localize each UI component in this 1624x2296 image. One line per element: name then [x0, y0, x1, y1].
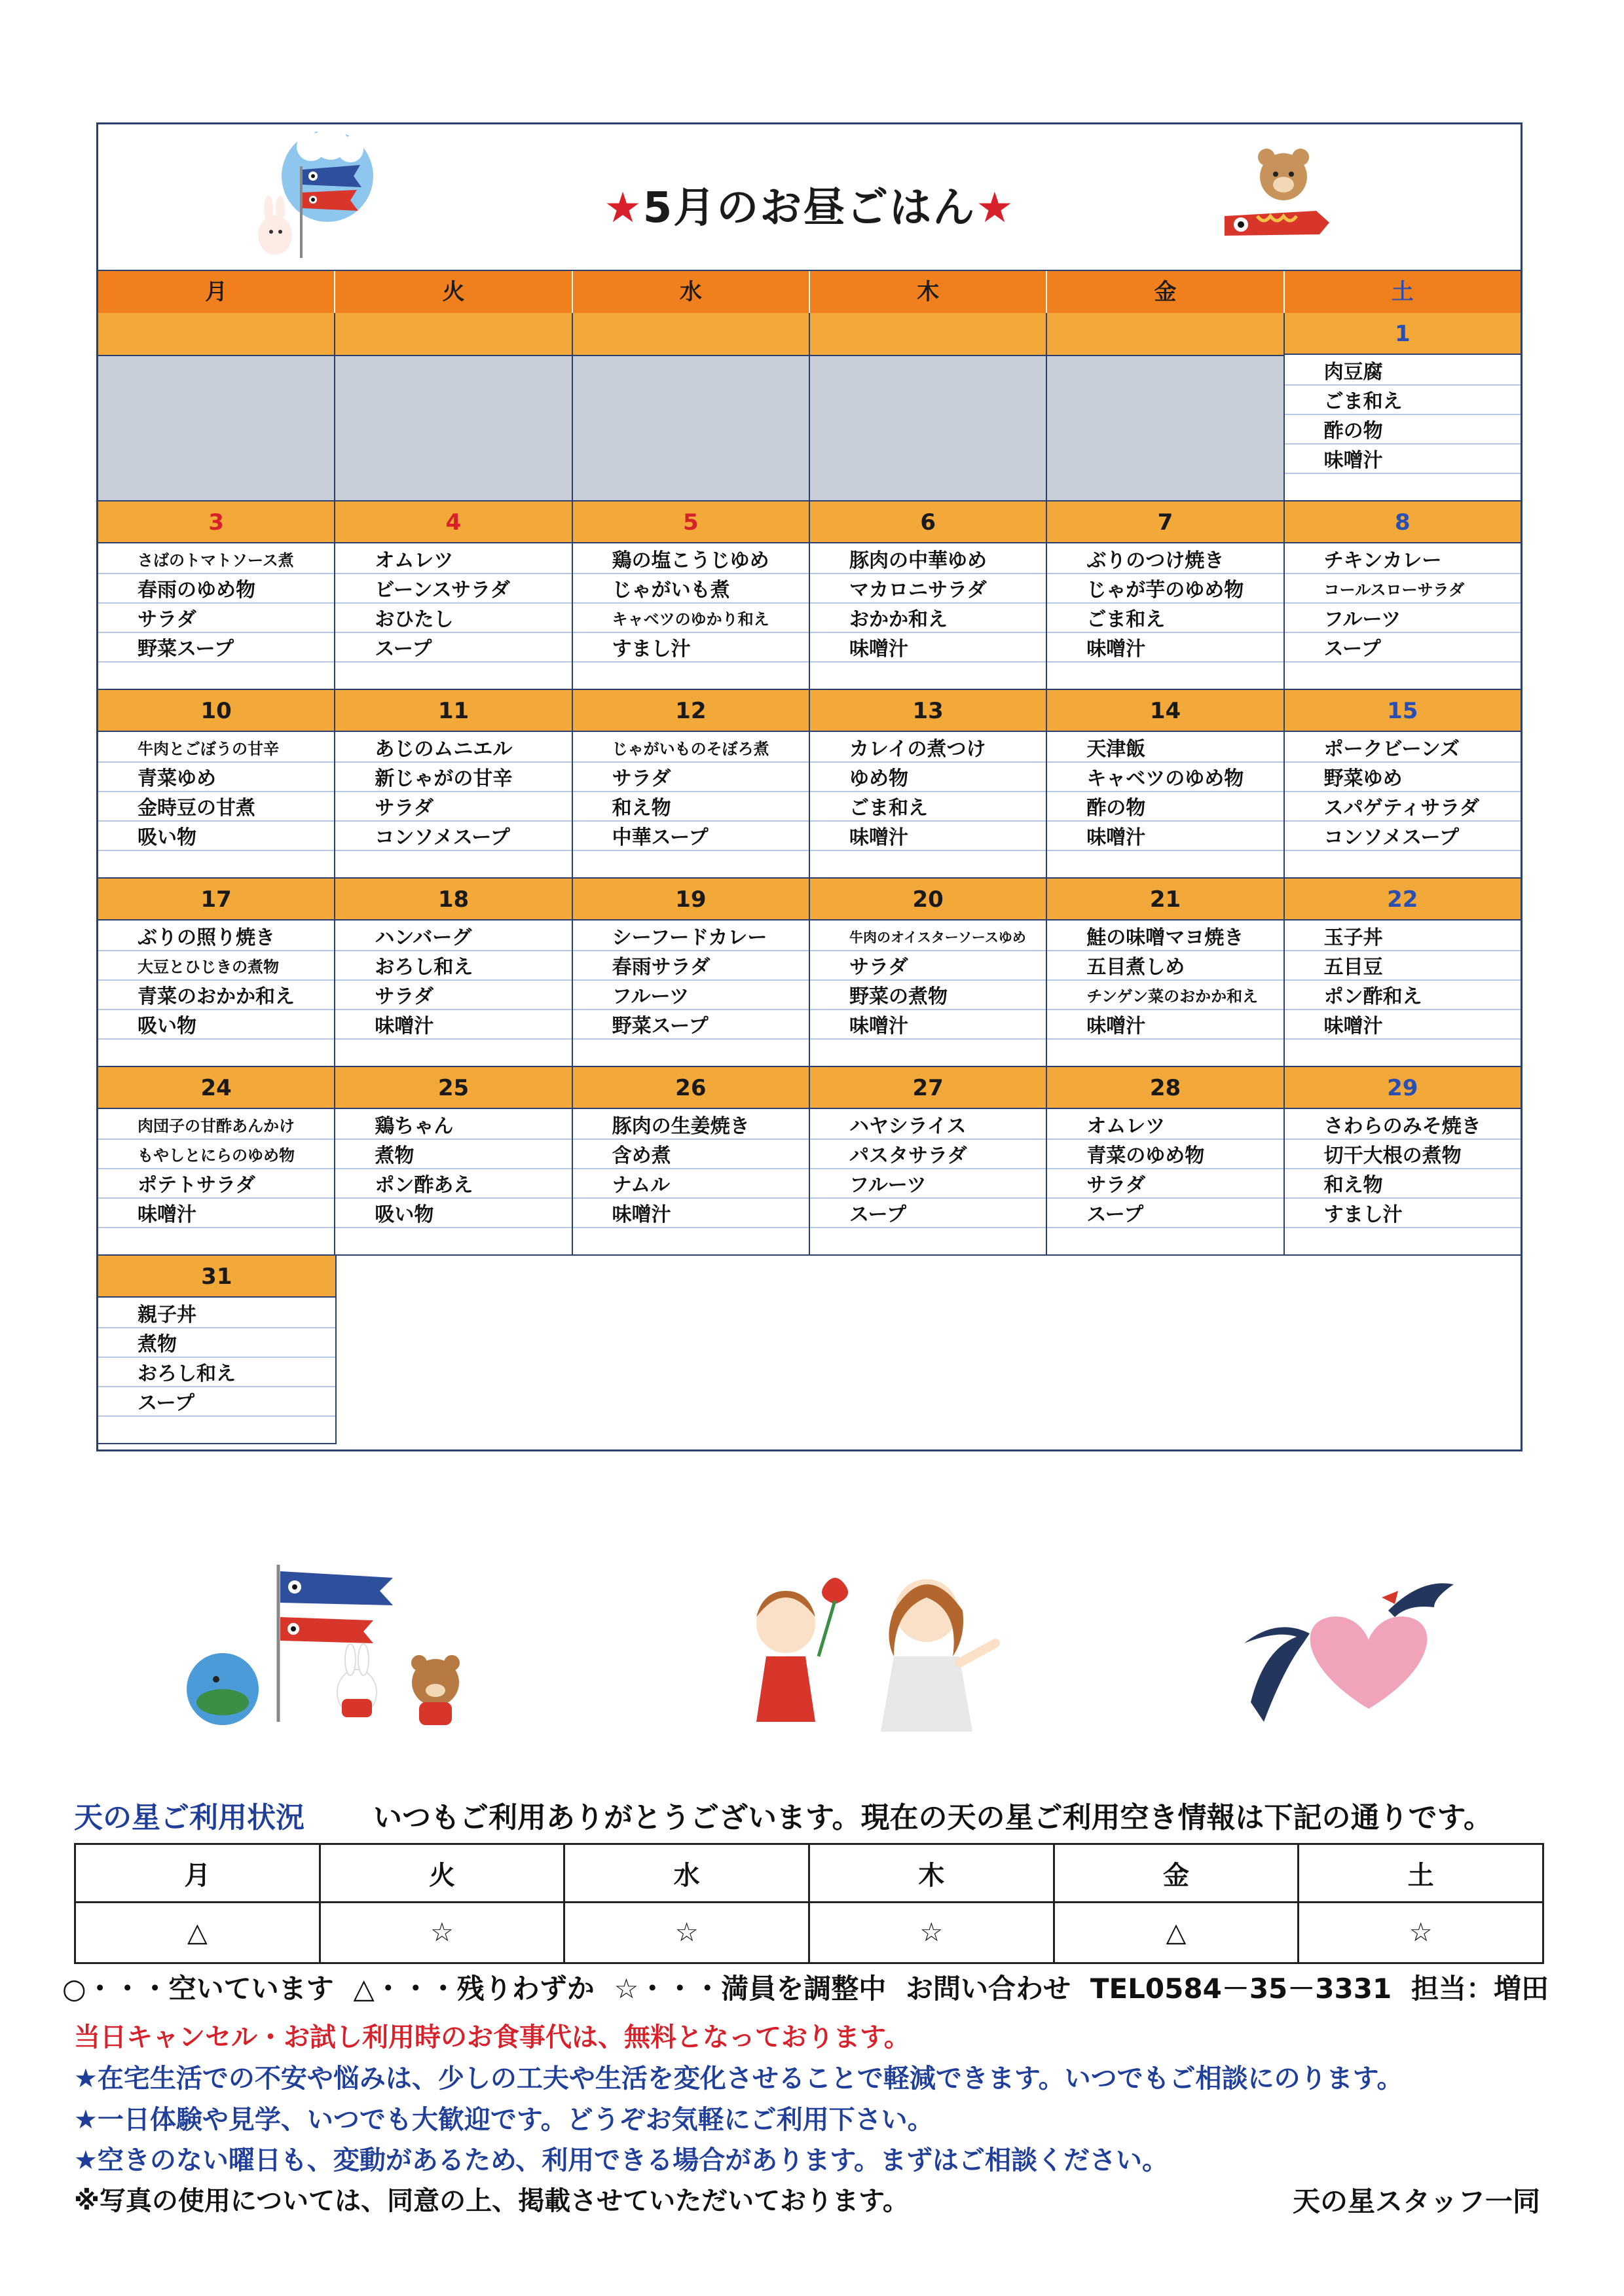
- visit-note: ★一日体験や見学、いつでも大歓迎です。どうぞお気軽にご利用下さい。: [74, 2105, 934, 2135]
- menu-item: おひたし: [375, 608, 454, 631]
- menu-list: [375, 546, 566, 664]
- weekday-tue: 火: [335, 271, 572, 313]
- availability-day: 土: [1299, 1844, 1543, 1903]
- menu-item: 豚肉の生姜焼き: [612, 1115, 750, 1138]
- menu-list: [1086, 923, 1278, 1041]
- day-number: 6: [810, 501, 1046, 543]
- weekday-thu: 木: [810, 271, 1047, 313]
- calendar-week: [98, 1256, 1521, 1444]
- menu-item: ごま和え: [1086, 608, 1166, 631]
- calendar-day-cell: [1285, 690, 1521, 879]
- availability-day: 月: [75, 1844, 320, 1903]
- menu-item: 五目豆: [1323, 956, 1383, 979]
- weekday-sat: 土: [1391, 279, 1414, 305]
- menu-list: [138, 923, 329, 1041]
- menu-list: [1324, 735, 1515, 852]
- menu-list: [612, 735, 803, 852]
- menu-list: [1324, 923, 1515, 1041]
- menu-item: サラダ: [849, 956, 908, 979]
- menu-item: 豚肉の中華ゆめ: [849, 549, 987, 572]
- menu-item: 中華スープ: [612, 826, 709, 849]
- menu-item: ハヤシライス: [849, 1115, 967, 1138]
- menu-item: 味噌汁: [612, 1203, 671, 1226]
- menu-item: さわらのみそ焼き: [1323, 1115, 1481, 1138]
- menu-item: 和え物: [612, 797, 671, 820]
- calendar-day-cell: [573, 879, 810, 1067]
- menu-item: 味噌汁: [1323, 1015, 1383, 1038]
- menu-item: 味噌汁: [1086, 638, 1146, 661]
- calendar-day-cell: [98, 1067, 335, 1256]
- availability-legend: [62, 1967, 1549, 2007]
- availability-note: ★空きのない曜日も、変動があるため、利用できる場合があります。まずはご相談ください。: [74, 2145, 1169, 2176]
- contact-label: お問い合わせ: [906, 1973, 1071, 2005]
- menu-item: フルーツ: [849, 1174, 927, 1197]
- menu-item: 肉団子の甘酢あんかけ: [138, 1117, 295, 1135]
- calendar-empty-cell: [1283, 1256, 1521, 1444]
- menu-item: 吸い物: [138, 826, 196, 849]
- menu-item: サラダ: [138, 608, 196, 631]
- menu-list: [612, 546, 803, 664]
- menu-item: コンソメスープ: [1323, 826, 1460, 849]
- availability-day: 火: [320, 1844, 564, 1903]
- calendar-title-bar: [98, 124, 1521, 271]
- calendar-day-cell: [335, 501, 572, 690]
- menu-item: 煮物: [138, 1333, 177, 1356]
- menu-item: フルーツ: [1323, 608, 1401, 631]
- consultation-note: ★在宅生活での不安や悩みは、少しの工夫や生活を変化させることで軽減できます。いつでもご相談にのります。: [74, 2064, 1403, 2094]
- legend-full: ☆・・・満員を調整中: [614, 1973, 887, 2005]
- menu-item: スープ: [375, 638, 432, 661]
- menu-item: 吸い物: [375, 1203, 434, 1226]
- menu-item: 玉子丼: [1323, 926, 1383, 949]
- menu-item: じゃがいものそぼろ煮: [612, 740, 769, 758]
- legend-few: △・・・残りわずか: [353, 1973, 595, 2005]
- menu-item: スープ: [138, 1392, 194, 1415]
- calendar-day-cell: [1047, 501, 1284, 690]
- calendar-day-cell: [1047, 879, 1284, 1067]
- menu-item: 含め煮: [612, 1144, 671, 1167]
- menu-item: 酢の物: [1323, 420, 1383, 443]
- menu-list: [138, 1300, 330, 1418]
- menu-item: 青菜のおかか和え: [138, 985, 295, 1008]
- menu-list: [375, 923, 566, 1041]
- menu-item: 味噌汁: [1086, 826, 1146, 849]
- swallows-heart-illustration: [1238, 1571, 1460, 1728]
- day-number: 25: [335, 1067, 571, 1109]
- menu-item: すまし汁: [1323, 1203, 1403, 1226]
- calendar-day-cell: [1047, 690, 1284, 879]
- menu-item: ハンバーグ: [375, 926, 472, 949]
- contact-tel: TEL0584－35－3331: [1090, 1973, 1392, 2005]
- calendar-day-cell: [1047, 1067, 1284, 1256]
- title-text: 5月のお昼ごはん: [642, 184, 976, 232]
- menu-item: 肉豆腐: [1323, 361, 1383, 384]
- calendar-day-cell: [1285, 313, 1521, 501]
- menu-item: 吸い物: [138, 1015, 196, 1038]
- calendar-day-cell: [810, 1067, 1047, 1256]
- menu-list: [849, 1112, 1041, 1230]
- calendar-day-cell: [810, 690, 1047, 879]
- calendar-day-cell: [98, 690, 335, 879]
- menu-item: スープ: [1323, 638, 1381, 661]
- menu-list: [138, 546, 329, 664]
- menu-item: 大豆とひじきの煮物: [138, 958, 279, 976]
- calendar-no-service-cell: [98, 313, 335, 501]
- calendar-empty-cell: [1047, 1256, 1284, 1444]
- menu-list: [375, 1112, 566, 1230]
- calendar-day-cell: [98, 879, 335, 1067]
- calendar-day-cell: [98, 1256, 337, 1444]
- day-number: 13: [810, 690, 1046, 732]
- menu-item: フルーツ: [612, 985, 690, 1008]
- calendar-no-service-cell: [335, 313, 572, 501]
- bear-on-carp-illustration: [1211, 137, 1336, 262]
- day-number: 20: [810, 879, 1046, 920]
- menu-list: [1086, 546, 1278, 664]
- photo-consent-note: ※写真の使用については、同意の上、掲載させていただいております。: [74, 2186, 909, 2216]
- date-strip: [1047, 313, 1283, 356]
- menu-item: ごま和え: [849, 797, 928, 820]
- menu-item: 親子丼: [138, 1303, 196, 1326]
- menu-item: ゆめ物: [849, 767, 908, 790]
- day-number: 7: [1047, 501, 1283, 543]
- menu-item: 牛肉とごぼうの甘辛: [138, 740, 279, 758]
- menu-item: ポークビーンズ: [1323, 738, 1460, 761]
- menu-item: じゃがいも煮: [612, 579, 730, 602]
- availability-status-row: [75, 1903, 1543, 1963]
- menu-item: 味噌汁: [1323, 449, 1383, 472]
- day-number: 1: [1285, 313, 1521, 355]
- menu-list: [849, 923, 1041, 1041]
- date-strip: [573, 313, 809, 356]
- date-strip: [810, 313, 1046, 356]
- menu-item: 味噌汁: [375, 1015, 434, 1038]
- menu-item: 金時豆の甘煮: [138, 797, 255, 820]
- availability-table: [74, 1843, 1544, 1964]
- menu-item: 牛肉のオイスターソースゆめ: [849, 930, 1026, 945]
- calendar-week: [98, 313, 1521, 501]
- menu-item: サラダ: [375, 985, 434, 1008]
- menu-item: 鶏ちゃん: [375, 1115, 454, 1138]
- menu-item: オムレツ: [1086, 1115, 1166, 1138]
- menu-item: 味噌汁: [1086, 1015, 1146, 1038]
- day-number: 10: [98, 690, 334, 732]
- availability-day: 木: [809, 1844, 1054, 1903]
- day-number: 18: [335, 879, 571, 920]
- menu-item: サラダ: [375, 797, 434, 820]
- menu-list: [1324, 1112, 1515, 1230]
- availability-day: 金: [1054, 1844, 1299, 1903]
- menu-list: [1086, 1112, 1278, 1230]
- day-number: 11: [335, 690, 571, 732]
- menu-list: [612, 1112, 803, 1230]
- menu-item: 春雨のゆめ物: [138, 579, 255, 602]
- calendar-empty-cell: [337, 1256, 574, 1444]
- menu-item: 野菜スープ: [612, 1015, 709, 1038]
- day-number: 27: [810, 1067, 1046, 1109]
- day-number: 28: [1047, 1067, 1283, 1109]
- menu-item: ごま和え: [1323, 390, 1403, 413]
- menu-item: シーフードカレー: [612, 926, 767, 949]
- date-strip: [98, 313, 334, 356]
- menu-item: 春雨サラダ: [612, 956, 710, 979]
- calendar-no-service-cell: [1047, 313, 1284, 501]
- calendar-day-cell: [573, 1067, 810, 1256]
- menu-list: [375, 735, 566, 852]
- calendar-day-cell: [335, 690, 572, 879]
- menu-item: ぶりのつけ焼き: [1086, 549, 1225, 572]
- menu-item: キャベツのゆめ物: [1086, 767, 1244, 790]
- menu-item: パスタサラダ: [849, 1144, 967, 1167]
- menu-item: 味噌汁: [849, 1015, 908, 1038]
- availability-day: 水: [564, 1844, 809, 1903]
- menu-item: おろし和え: [138, 1362, 236, 1385]
- day-number: 29: [1285, 1067, 1521, 1109]
- menu-list: [1324, 546, 1515, 664]
- availability-status: ☆: [809, 1903, 1054, 1963]
- availability-status: ☆: [320, 1903, 564, 1963]
- menu-item: 味噌汁: [849, 638, 908, 661]
- day-number: 24: [98, 1067, 334, 1109]
- menu-item: チンゲン菜のおかか和え: [1086, 987, 1259, 1006]
- children-day-animals-illustration: [177, 1552, 471, 1735]
- menu-item: ポテトサラダ: [138, 1174, 255, 1197]
- menu-item: キャベツのゆかり和え: [612, 610, 769, 629]
- menu-item: ビーンスサラダ: [375, 579, 510, 602]
- day-number: 8: [1285, 501, 1521, 543]
- calendar-day-cell: [1285, 501, 1521, 690]
- menu-item: 味噌汁: [138, 1203, 196, 1226]
- lunch-calendar: [96, 122, 1522, 1451]
- menu-item: サラダ: [612, 767, 671, 790]
- calendar-day-cell: [810, 501, 1047, 690]
- menu-list: [849, 735, 1041, 852]
- menu-item: おかか和え: [849, 608, 948, 631]
- calendar-day-cell: [335, 879, 572, 1067]
- availability-header-row: [75, 1844, 1543, 1903]
- menu-list: [1086, 735, 1278, 852]
- menu-item: 新じゃがの甘辛: [375, 767, 513, 790]
- availability-status: △: [1054, 1903, 1299, 1963]
- star-icon: ★: [976, 184, 1015, 232]
- day-number: 5: [573, 501, 809, 543]
- menu-item: 切干大根の煮物: [1323, 1144, 1462, 1167]
- menu-item: あじのムニエル: [375, 738, 513, 761]
- legend-available: ○・・・空いています: [62, 1973, 334, 2005]
- menu-item: カレイの煮つけ: [849, 738, 986, 761]
- usage-message: いつもご利用ありがとうございます。現在の天の星ご利用空き情報は下記の通りです。: [373, 1801, 1492, 1834]
- availability-status: ☆: [1299, 1903, 1543, 1963]
- menu-item: 和え物: [1323, 1174, 1383, 1197]
- star-icon: ★: [604, 184, 643, 232]
- menu-item: オムレツ: [375, 549, 454, 572]
- staff-signature: 天の星スタッフ一同: [1292, 2185, 1540, 2217]
- contact-person: 担当：増田: [1411, 1973, 1549, 2005]
- day-number: 14: [1047, 690, 1283, 732]
- menu-item: 青菜ゆめ: [138, 767, 216, 790]
- menu-list: [612, 923, 803, 1041]
- day-number: 4: [335, 501, 571, 543]
- menu-item: コールスローサラダ: [1323, 581, 1465, 599]
- menu-item: サラダ: [1086, 1174, 1146, 1197]
- menu-item: もやしとにらのゆめ物: [138, 1146, 295, 1165]
- day-number: 22: [1285, 879, 1521, 920]
- menu-item: ポン酢和え: [1323, 985, 1422, 1008]
- menu-item: ぶりの照り焼き: [138, 926, 275, 949]
- menu-item: ナムル: [612, 1174, 671, 1197]
- menu-item: 鶏の塩こうじゆめ: [612, 549, 769, 572]
- weekday-mon: 月: [98, 271, 335, 313]
- menu-item: 野菜スープ: [138, 638, 234, 661]
- menu-item: マカロニサラダ: [849, 579, 987, 602]
- menu-item: チキンカレー: [1323, 549, 1442, 572]
- day-number: 21: [1047, 879, 1283, 920]
- menu-list: [138, 1112, 329, 1230]
- calendar-day-cell: [1285, 879, 1521, 1067]
- calendar-no-service-cell: [810, 313, 1047, 501]
- calendar-empty-cell: [573, 1256, 810, 1444]
- menu-list: [849, 546, 1041, 664]
- menu-item: スープ: [849, 1203, 906, 1226]
- day-number: 17: [98, 879, 334, 920]
- free-meal-note: 当日キャンセル・お試し利用時のお食事代は、無料となっております。: [74, 2022, 910, 2052]
- day-number: 19: [573, 879, 809, 920]
- calendar-empty-cell: [810, 1256, 1047, 1444]
- menu-item: おろし和え: [375, 956, 473, 979]
- menu-item: すまし汁: [612, 638, 691, 661]
- calendar-day-cell: [573, 501, 810, 690]
- menu-item: 五目煮しめ: [1086, 956, 1185, 979]
- menu-list: [138, 735, 329, 852]
- menu-item: 青菜のゆめ物: [1086, 1144, 1205, 1167]
- day-number: 3: [98, 501, 334, 543]
- calendar-day-cell: [335, 1067, 572, 1256]
- menu-item: コンソメスープ: [375, 826, 510, 849]
- weekday-wed: 水: [573, 271, 810, 313]
- menu-item: 煮物: [375, 1144, 415, 1167]
- calendar-week: [98, 501, 1521, 690]
- day-number: 26: [573, 1067, 809, 1109]
- menu-list: [1324, 357, 1515, 475]
- calendar-week: [98, 690, 1521, 879]
- calendar-no-service-cell: [573, 313, 810, 501]
- menu-item: 野菜ゆめ: [1323, 767, 1403, 790]
- menu-item: 酢の物: [1086, 797, 1146, 820]
- day-number: 31: [98, 1256, 335, 1298]
- calendar-week: [98, 879, 1521, 1067]
- menu-item: スパゲティサラダ: [1323, 797, 1479, 820]
- menu-item: じゃが芋のゆめ物: [1086, 579, 1244, 602]
- weekday-header-row: [98, 271, 1521, 313]
- menu-item: スープ: [1086, 1203, 1144, 1226]
- calendar-day-cell: [98, 501, 335, 690]
- menu-item: ポン酢あえ: [375, 1174, 473, 1197]
- calendar-week: [98, 1067, 1521, 1256]
- day-number: 15: [1285, 690, 1521, 732]
- calendar-day-cell: [1285, 1067, 1521, 1256]
- weekday-fri: 金: [1047, 271, 1284, 313]
- day-number: 12: [573, 690, 809, 732]
- usage-heading: 天の星ご利用状況: [74, 1801, 304, 1834]
- calendar-day-cell: [810, 879, 1047, 1067]
- menu-item: さばのトマトソース煮: [138, 551, 294, 570]
- availability-status: ☆: [564, 1903, 809, 1963]
- menu-item: 野菜の煮物: [849, 985, 948, 1008]
- menu-item: 味噌汁: [849, 826, 908, 849]
- menu-item: 鮭の味噌マヨ焼き: [1086, 926, 1244, 949]
- menu-item: 天津飯: [1086, 738, 1146, 761]
- date-strip: [335, 313, 571, 356]
- calendar-day-cell: [573, 690, 810, 879]
- availability-status: △: [75, 1903, 320, 1963]
- mother-child-carnation-illustration: [747, 1565, 1008, 1735]
